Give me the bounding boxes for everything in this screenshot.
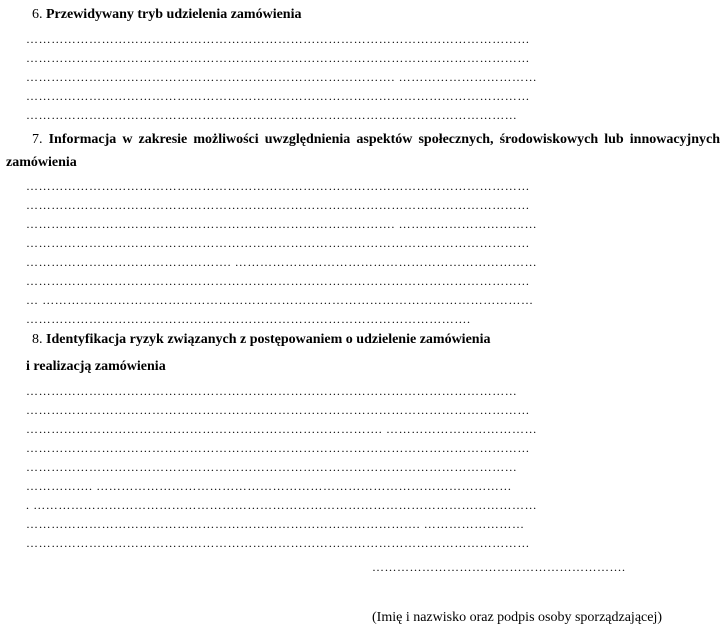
dotted-line[interactable]: ………………………………………………………………………………………………………… [26,198,530,212]
section-8-heading [32,331,490,349]
section-6-dotted-lines [26,30,706,125]
section-7-dotted-lines [26,177,706,329]
section-8-title-line1: Identyfikacja ryzyk związanych z postępowaniem o udzielenie zamówienia [46,332,491,347]
dotted-line[interactable]: ……………. ……………………………………………………………………………………… [26,479,512,493]
dotted-line[interactable]: ………………………………………………………………………………………………………… [26,536,530,550]
section-8-heading-continued [26,358,166,376]
dotted-line[interactable]: ………………………………………………………………………………………………………… [26,51,530,65]
dotted-line[interactable]: ……………………………………………………………………………………………………… [26,384,518,398]
dotted-line[interactable]: … ……………………………………………………………………………………………………… [26,293,534,307]
section-7-heading [6,128,720,174]
section-7-number: 7. [32,132,43,147]
section-8-title-line2: i realizacją zamówienia [26,359,166,374]
dotted-line[interactable]: ………………………………………………………………………………………………………… [26,179,530,193]
dotted-line[interactable]: …………………………………………………………………………. ……………………………… [26,422,538,436]
signature-line[interactable]: ……………………………………………………. [372,560,626,574]
dotted-line[interactable]: ……………………………………………………………………………………………………… [26,460,518,474]
section-6-title: Przewidywany tryb udzielenia zamówienia [46,7,302,22]
dotted-line[interactable]: ………………………………………………………………………………………………………… [26,236,530,250]
dotted-line[interactable]: …………………………………………. ……………………………………………………………… [26,255,538,269]
dotted-line[interactable]: ………………………………………………………………………………………………………… [26,274,530,288]
dotted-line[interactable]: ………………………………………………………………………………………………………… [26,32,530,46]
section-7-title: Informacja w zakresie możliwości uwzględnienia aspektów społecznych, środowiskowych lub innowacyjnych zamówienia [6,132,720,170]
dotted-line[interactable]: ……………………………………………………………………………. …………………………… [26,217,538,231]
dotted-line[interactable]: ………………………………………………………………………………………………………… [26,441,530,455]
dotted-line[interactable]: ………………………………………………………………………………………………………… [26,89,530,103]
section-8-dotted-lines [26,382,706,553]
dotted-line[interactable]: ……………………………………………………………………………………………. [26,312,471,326]
dotted-line[interactable]: ……………………………………………………………………………. …………………………… [26,70,538,84]
dotted-line[interactable]: …………………………………………………………………………………. …………………… [26,517,525,531]
dotted-line[interactable]: ……………………………………………………………………………………………………… [26,108,518,122]
section-8-number: 8. [32,332,43,347]
dotted-line[interactable]: . ………………………………………………………………………………………………………… [26,498,538,512]
dotted-line[interactable]: ………………………………………………………………………………………………………… [26,403,530,417]
signature-caption: (Imię i nazwisko oraz podpis osoby sporządzającej) [372,610,663,625]
section-6-heading [32,6,301,24]
section-6-number: 6. [32,7,43,22]
